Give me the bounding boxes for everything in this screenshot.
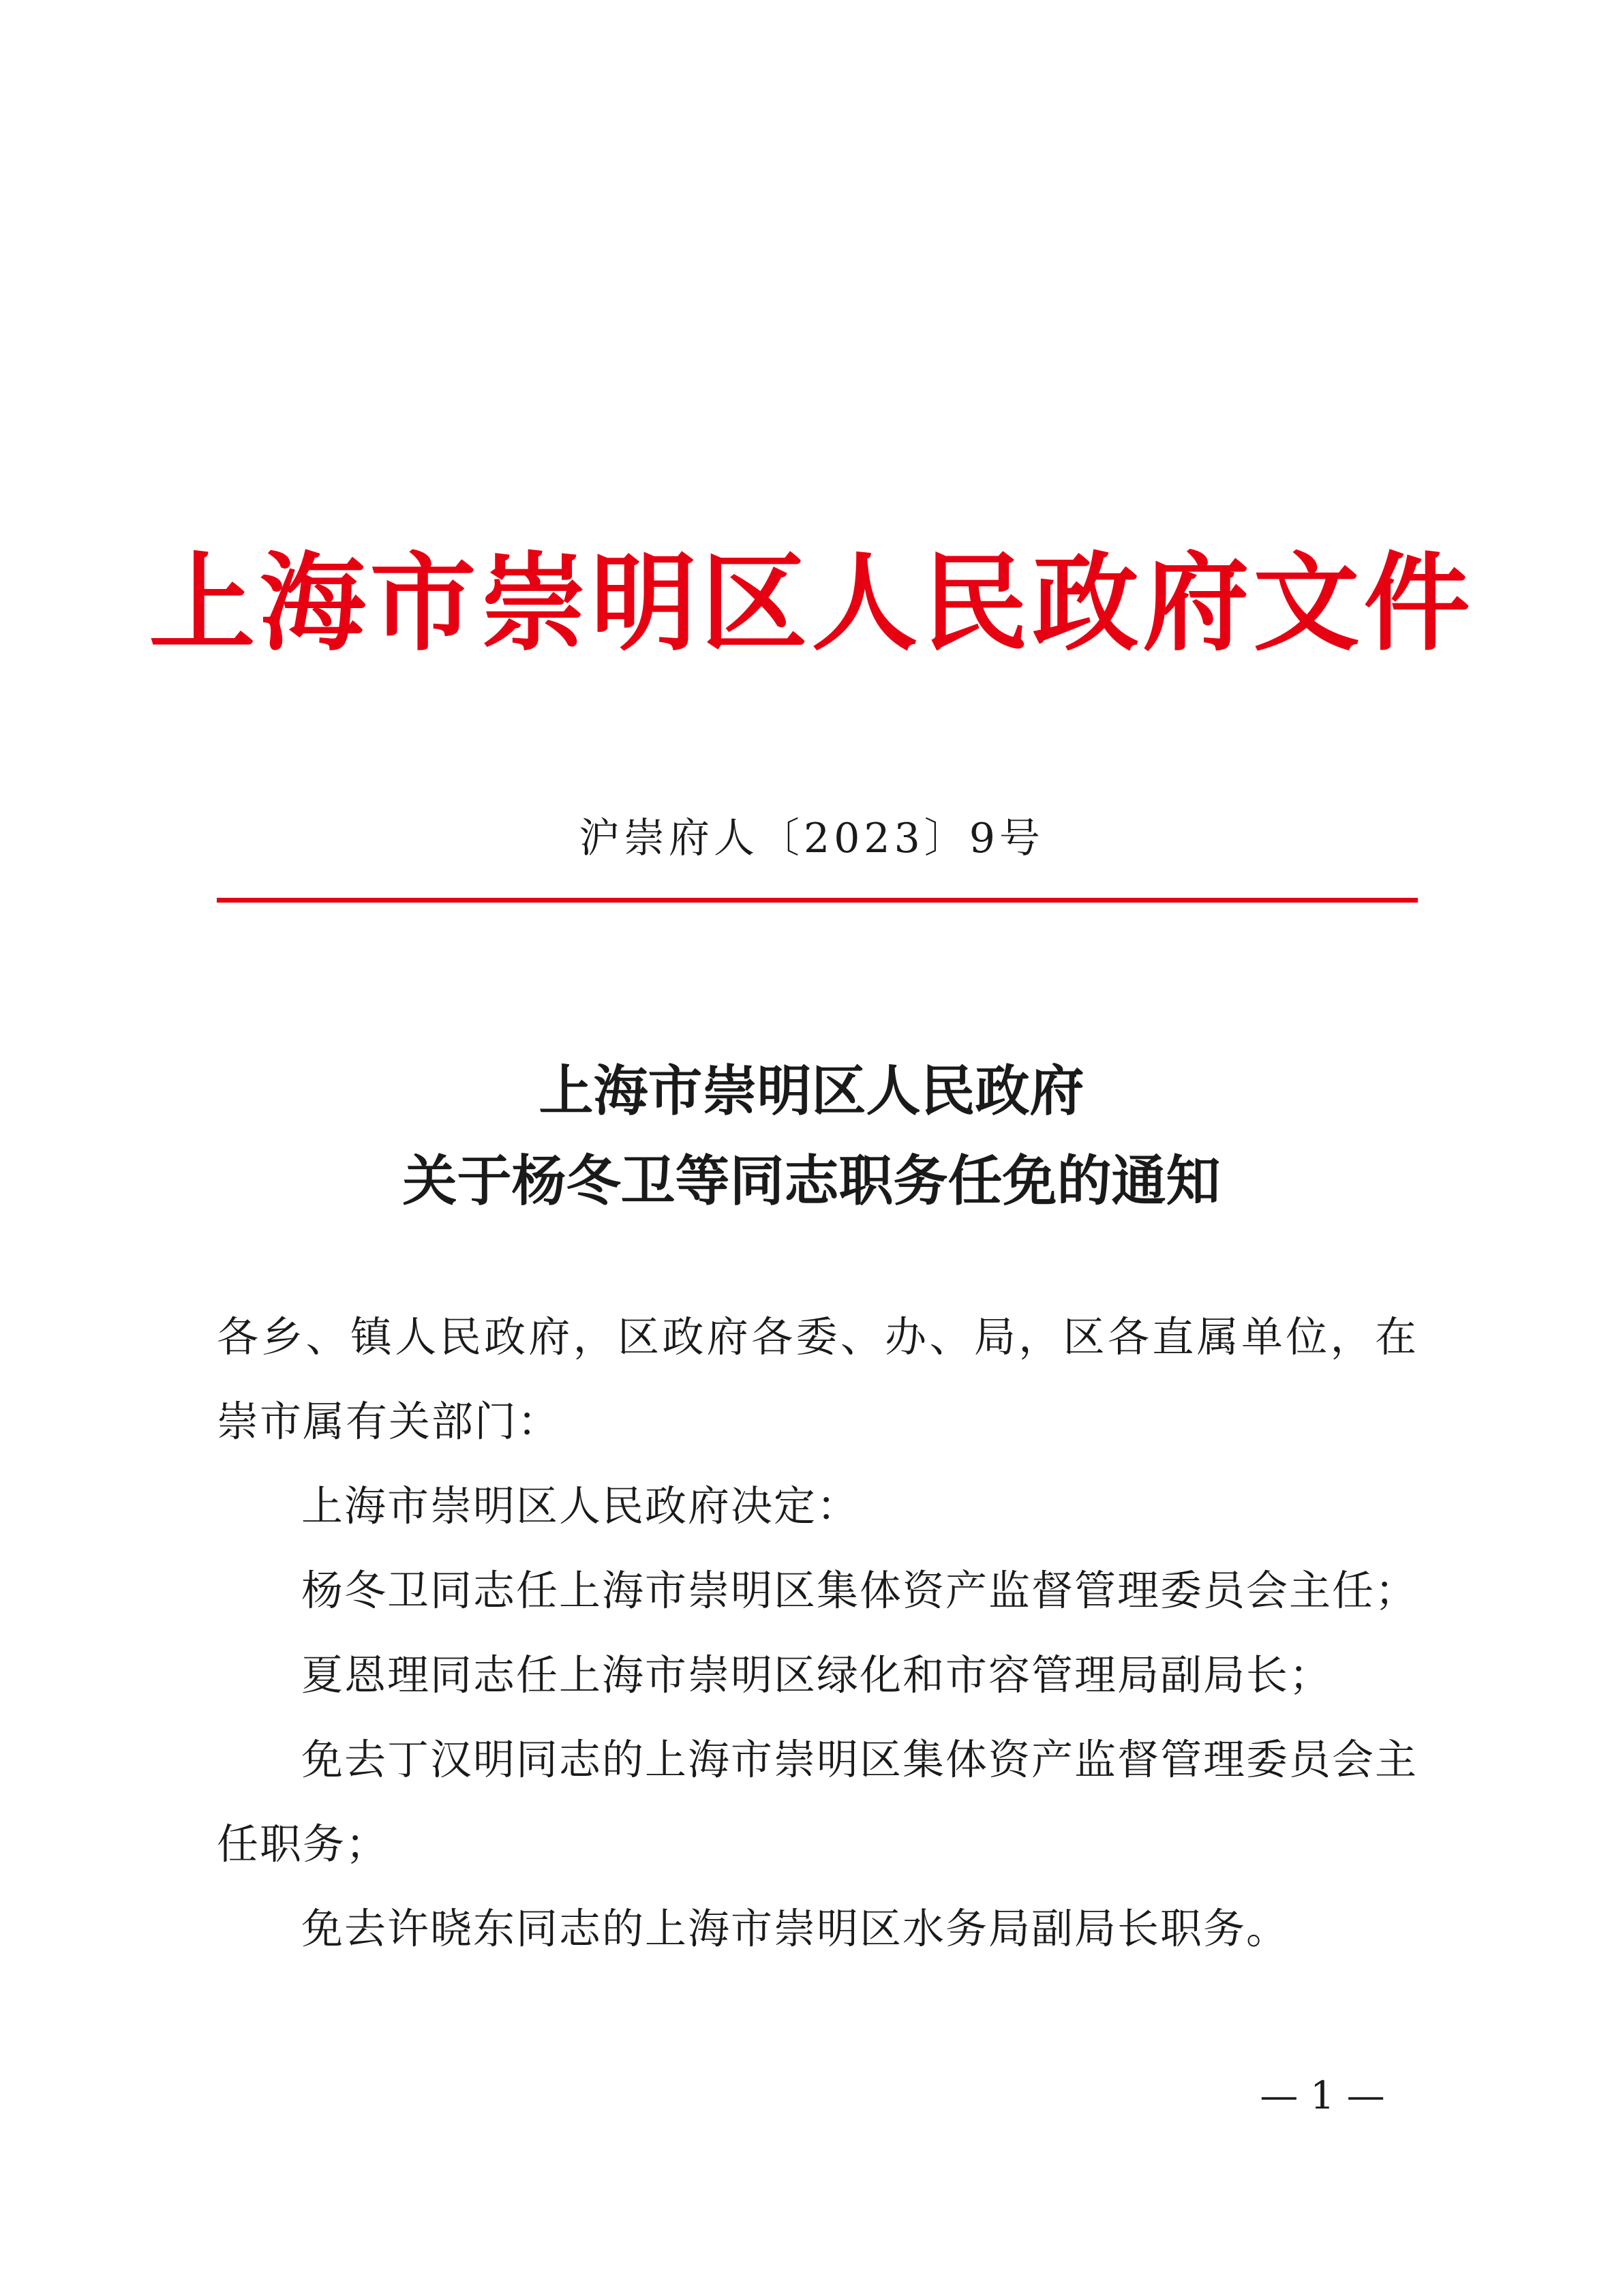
- notice-body: [217, 1295, 1418, 1972]
- appointment-item: 夏恩理同志任上海市崇明区绿化和市容管理局副局长；: [301, 1651, 1333, 1700]
- notice-title-line-2: 关于杨冬卫等同志职务任免的通知: [402, 1149, 1221, 1213]
- removal-item: 免去许晓东同志的上海市崇明区水务局副局长职务。: [301, 1905, 1290, 1953]
- addressee: 各乡、镇人民政府，区政府各委、办、局，区各直属单位，在崇市属有关部门：: [217, 1313, 1418, 1446]
- page-number: — 1 —: [1260, 2074, 1385, 2118]
- notice-title-line-1: 上海市崇明区人民政府: [539, 1059, 1084, 1123]
- appointment-item: 杨冬卫同志任上海市崇明区集体资产监督管理委员会主任；: [301, 1567, 1419, 1615]
- red-divider-line: [217, 898, 1418, 903]
- document-masthead: 上海市崇明区人民政府文件: [149, 541, 1474, 665]
- removal-item: 免去丁汉明同志的上海市崇明区集体资产监督管理委员会主任职务；: [217, 1736, 1419, 1869]
- document-number: 沪崇府人〔2023〕9号: [579, 815, 1044, 862]
- decision-intro: 上海市崇明区人民政府决定：: [301, 1482, 860, 1530]
